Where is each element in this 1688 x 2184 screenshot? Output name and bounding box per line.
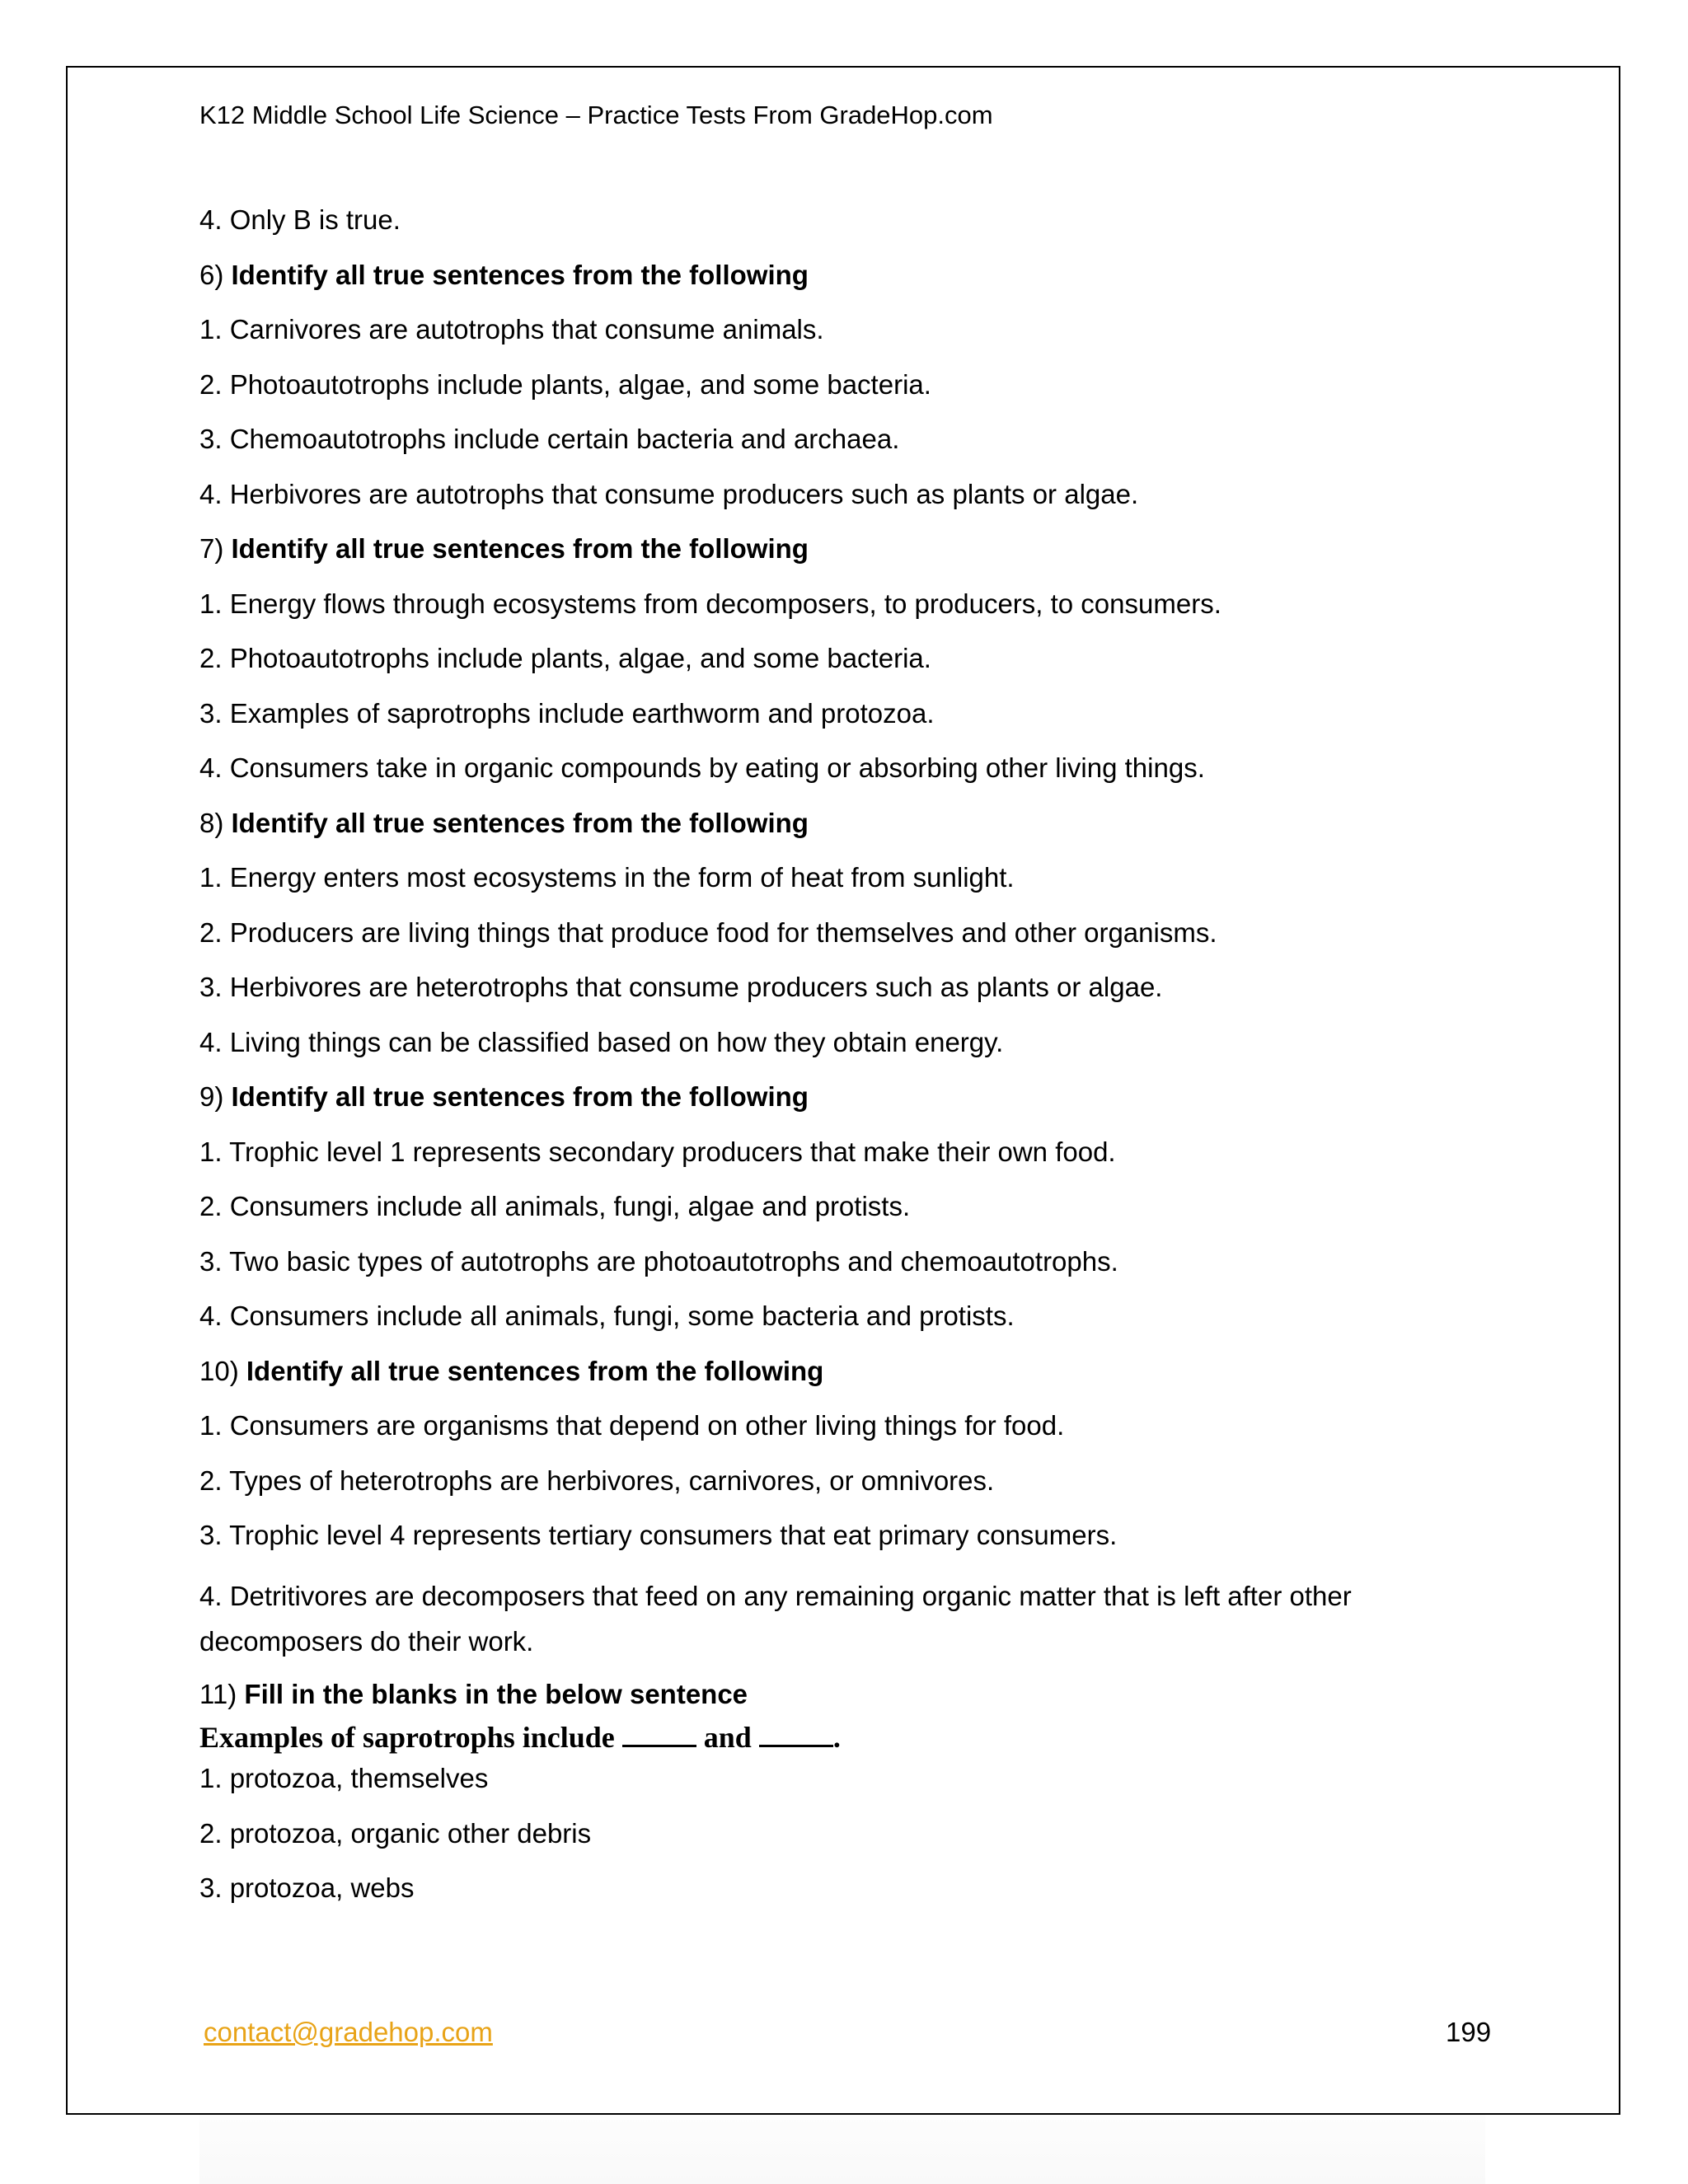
option: 3. Two basic types of autotrophs are photoautotrophs and chemoautotrophs.: [199, 1245, 1118, 1277]
option: 4. Living things can be classified based on how they obtain energy.: [199, 1026, 1004, 1057]
question-number: 10): [199, 1355, 246, 1386]
option: 3. Herbivores are heterotrophs that consume producers such as plants or algae.: [199, 972, 1163, 1002]
page-number: 199: [1446, 2017, 1492, 2047]
question-number: 8): [199, 807, 232, 838]
option: 1. protozoa, themselves: [199, 1763, 489, 1793]
blank-1: [622, 1720, 696, 1747]
sentence-end: .: [832, 1721, 841, 1754]
option: 3. protozoa, webs: [199, 1872, 415, 1903]
sentence-start: Examples of saprotrophs include: [199, 1721, 622, 1754]
question-number: 11): [199, 1678, 245, 1709]
fill-blank-sentence: [199, 1720, 1485, 1755]
option: 2. Photoautotrophs include plants, algae, and some bacteria.: [199, 643, 931, 673]
question-number: 7): [199, 533, 232, 564]
scan-shadow: [199, 2115, 1485, 2184]
option: 3. Chemoautotrophs include certain bacteria and archaea.: [199, 424, 900, 454]
option: 2. Photoautotrophs include plants, algae, and some bacteria.: [199, 368, 931, 400]
option: 2. Consumers include all animals, fungi, algae and protists.: [199, 1191, 911, 1221]
question-prompt: Identify all true sentences from the following: [231, 807, 809, 838]
option: 1. Energy flows through ecosystems from decomposers, to producers, to consumers.: [199, 588, 1221, 619]
question-7: [199, 532, 1485, 566]
option: 4. Consumers include all animals, fungi, some bacteria and protists.: [199, 1301, 1015, 1331]
option: 4. Detritivores are decomposers that feed on any remaining organic matter that is left after other decomposers do their work.: [199, 1580, 1352, 1657]
option: 4. Consumers take in organic compounds by eating or absorbing other living things.: [199, 752, 1205, 783]
option: 1. Consumers are organisms that depend on other living things for food.: [199, 1410, 1065, 1441]
option: 3. Trophic level 4 represents tertiary consumers that eat primary consumers.: [199, 1520, 1118, 1550]
question-prompt: Identify all true sentences from the following: [231, 259, 809, 290]
sentence-middle: and: [696, 1721, 759, 1754]
question-prompt: Identify all true sentences from the following: [231, 533, 809, 564]
option: 1. Energy enters most ecosystems in the form of heat from sunlight.: [199, 862, 1015, 893]
question-8: [199, 806, 1485, 841]
question-prompt: Identify all true sentences from the following: [246, 1355, 824, 1386]
contact-email-link[interactable]: contact@gradehop.com: [204, 2017, 493, 2047]
option: 4. Herbivores are autotrophs that consume producers such as plants or algae.: [199, 478, 1139, 509]
option: 1. Trophic level 1 represents secondary producers that make their own food.: [199, 1136, 1116, 1167]
question-6: [199, 258, 1485, 293]
option: 2. Producers are living things that produce food for themselves and other organisms.: [199, 916, 1217, 948]
question-11: [199, 1677, 1485, 1712]
question-number: 9): [199, 1081, 232, 1112]
page-header: K12 Middle School Life Science – Practice Tests From GradeHop.com: [199, 101, 993, 129]
option: 1. Carnivores are autotrophs that consume animals.: [199, 314, 824, 344]
option: 2. Types of heterotrophs are herbivores, carnivores, or omnivores.: [199, 1465, 995, 1496]
previous-option-line: 4. Only B is true.: [199, 204, 401, 235]
option: 3. Examples of saprotrophs include earthworm and protozoa.: [199, 697, 935, 729]
option: 2. protozoa, organic other debris: [199, 1817, 592, 1849]
question-9: [199, 1080, 1485, 1114]
blank-2: [759, 1720, 833, 1747]
document-body: [199, 203, 1485, 1926]
question-number: 6): [199, 259, 232, 290]
question-prompt: Fill in the blanks in the below sentence: [244, 1678, 748, 1709]
question-10: [199, 1354, 1485, 1389]
question-prompt: Identify all true sentences from the following: [231, 1081, 809, 1112]
